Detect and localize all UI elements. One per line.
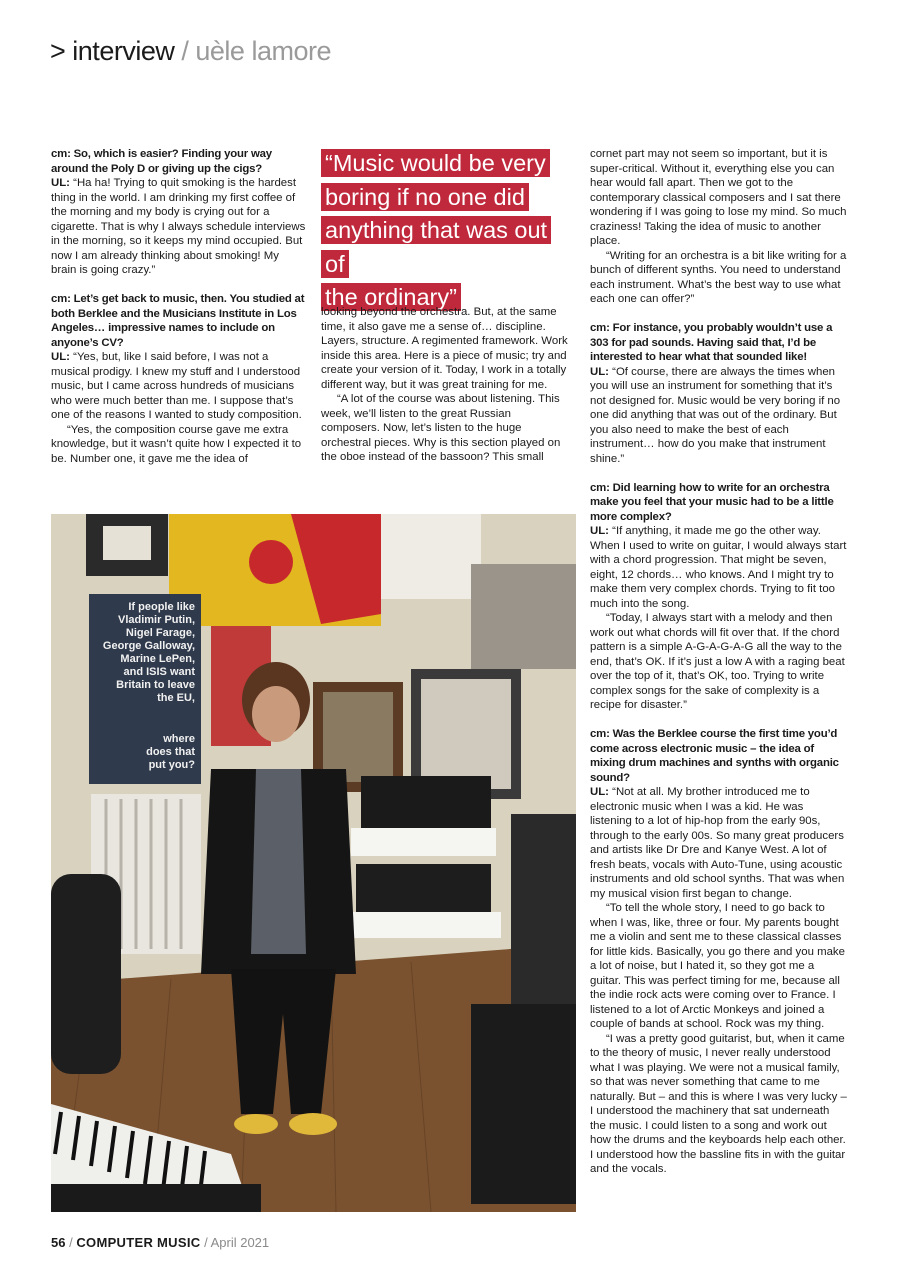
answer-2 <box>51 350 307 423</box>
pull-quote-line: boring if no one did <box>321 183 529 211</box>
answer-text: “Ha ha! Trying to quit smoking is the hardest thing in the world. I am drinking my first coffee of the morning and my body is crying out for a cigarette. That is why I always schedule interviews in the morning, so it keeps my mind occupied. But now I am already thinking about smoking! My brain is going crazy.” <box>51 177 306 276</box>
synth-module <box>361 776 491 828</box>
publication-name: COMPUTER MUSIC <box>76 1235 201 1250</box>
paragraph: “Today, I always start with a melody and then work out what chords will fit over that. If the chord pattern is a simple A-G-A-G-A-G all the way to the end, that’s OK. If it’s just a low A with a raging beat over the top of it, that’s OK, too. Trying to write complex songs for the sake of complexity is a recipe for disaster.” <box>590 612 845 711</box>
page-header <box>50 36 331 67</box>
flag-emblem <box>249 540 293 584</box>
paragraph: “I was a pretty good guitarist, but, when it came to the theory of music, I never really understood what I was playing. We were not a musical family, so that was never something that came to me naturally. But – and this is where I was very lucky – I understood the machinery that sat underneath the music. I could listen to a song and work out how the drums and the keyboards help each other. I understood how the bassline fits in with the guitar and the vocals. <box>590 1032 847 1175</box>
header-section: interview <box>72 36 175 66</box>
synth-keyboard <box>351 828 496 856</box>
answer-text: “Not at all. My brother introduced me to electronic music when I was a kid. He was listening to a lot of hip-hop from the early 90s, through to the early 00s. So many great producers and artists like Dr Dre and Kanye West. A lot of fresh beats, vocals with Auto-Tune, using acoustic instruments and old school synths. That was when my musical vision first began to change. <box>590 786 845 900</box>
person-shirt <box>251 769 306 954</box>
paragraph: looking beyond the orchestra. But, at the same time, it also gave me a sense of… discipline. Layers, structure. A regimented framework. Work inside this area. Here is a piece of music; try and create your version of it. Today, I work in a totally different way, but it was great training for me. <box>321 306 568 391</box>
desk-gear <box>511 814 576 1034</box>
paragraph: “A lot of the course was about listening. This week, we’ll listen to the great Russian composers. Now, let’s listen to the huge orchestral pieces. Why is this section played on the oboe instead of the bassoon? This small <box>321 393 561 463</box>
poster-text-line: Nigel Farage, <box>125 627 195 639</box>
painting <box>323 692 393 782</box>
question-4: cm: Did learning how to write for an orchestra make you feel that your music had to be a little more complex? <box>590 481 834 523</box>
poster-text-line: Britain to leave <box>116 679 195 691</box>
desk-keyboard <box>471 1004 576 1204</box>
pull-quote-line: “Music would be very <box>321 149 550 177</box>
poster-text-line: the EU, <box>157 692 195 704</box>
person-face <box>252 686 300 742</box>
paragraph: “To tell the whole story, I need to go back to when I was, like, three or four. My parents bought me a violin and sent me to these classical classes for little kids. Basically, you go there and you make a lot of noise, but I hated it, so they got me a guitar. This was perfect timing for me, because all the indie rock acts were coming over to France. I listened to a lot of Arctic Monkeys and joined a couple of bands at school. Rock was my thing. <box>590 902 845 1030</box>
synth-keyboard-lower <box>351 912 501 938</box>
poster-text-line: and ISIS want <box>123 666 195 678</box>
pull-quote-line: anything that was out of <box>321 216 551 278</box>
answer-text: “If anything, it made me go the other way. When I used to write on guitar, I would always start with a chord progression. That might be seven, eight, 12 chords… who knows. And I might try to make them very complex chords. Trying to fit too much into the song. <box>590 525 847 610</box>
poster-text-line: put you? <box>148 759 195 771</box>
question-2: cm: Let’s get back to music, then. You studied at both Berklee and the Musicians Institute in Los Angeles… impressive names to include on anyone’s CV? <box>51 293 305 349</box>
office-chair <box>51 874 121 1074</box>
answer-3 <box>590 365 848 467</box>
poster-text-line: does that <box>146 746 195 758</box>
column-1 <box>51 147 307 466</box>
answer-label: UL: <box>51 351 70 363</box>
answer-1 <box>51 176 307 278</box>
header-slash: / <box>181 36 189 66</box>
poster-text-line: Marine LePen, <box>120 653 195 665</box>
answer-5 <box>590 785 848 901</box>
column-3 <box>590 147 848 1177</box>
answer-label: UL: <box>590 786 609 798</box>
page-number: 56 <box>51 1235 66 1250</box>
question-3: cm: For instance, you probably wouldn’t use a 303 for pad sounds. Having said that, I’d be interested to hear what that sounded like! <box>590 322 833 363</box>
poster-text-line: where <box>163 733 195 745</box>
column-2 <box>321 305 569 465</box>
photo-collage <box>471 564 576 669</box>
left-shoe <box>234 1114 278 1134</box>
answer-label: UL: <box>590 525 609 537</box>
issue-date: April 2021 <box>210 1235 270 1250</box>
footer-separator: / <box>69 1235 73 1250</box>
studio-photo <box>51 514 576 1212</box>
page-footer <box>51 1235 269 1250</box>
header-arrow: > <box>50 36 66 66</box>
poster-text-line: George Galloway, <box>102 640 195 652</box>
answer-text: “Yes, but, like I said before, I was not a musical prodigy. I knew my stuff and I understood music, but I came across hundreds of musicians who were much better than me. I suppose that’s one of the reasons I wanted to study composition. <box>51 351 302 421</box>
paragraph: “Yes, the composition course gave me extra knowledge, but it wasn’t quite how I expected it to be. Number one, it gave me the idea of <box>51 423 302 465</box>
answer-label: UL: <box>51 177 70 189</box>
pull-quote <box>321 147 577 315</box>
answer-text: “Of course, there are always the times when you will use an instrument for something that it’s not designed for. Music would be very boring if no one did anything that was out of the ordinary. But you also need to make the best of each instrument… how do you make that instrument shine.” <box>590 365 841 465</box>
question-5: cm: Was the Berklee course the first time you’d come across electronic music – the idea of mixing drum machines and synths with organic sound? <box>590 728 839 784</box>
footer-separator: / <box>204 1235 208 1250</box>
right-shoe <box>289 1113 337 1135</box>
picture <box>421 679 511 789</box>
keyboard-panel <box>51 1184 261 1212</box>
paragraph: “Writing for an orchestra is a bit like writing for a bunch of different synths. You need to understand each instrument. What’s the best way to use what each one can offer?” <box>590 249 847 305</box>
header-name: uèle lamore <box>195 36 331 66</box>
synth-module-lower <box>356 864 491 914</box>
pull-quote-line: the ordinary” <box>321 283 461 311</box>
answer-4 <box>590 524 848 611</box>
map-paper <box>381 514 481 599</box>
poster-text-line: Vladimir Putin, <box>117 614 195 626</box>
studio-photo-illustration <box>51 514 576 1212</box>
poster-text-line: If people like <box>128 601 195 613</box>
paragraph: cornet part may not seem so important, but it is super-critical. Without it, everything else you can hear would fall apart. Then we got to the contemporary classical composers and I sat there wondering if I was going to lose my mind. So much craziness! Taking the idea of music to another place. <box>590 148 847 247</box>
poster-image <box>103 526 151 560</box>
answer-label: UL: <box>590 365 609 378</box>
question-1: cm: So, which is easier? Finding your way around the Poly D or giving up the cigs? <box>51 148 272 175</box>
